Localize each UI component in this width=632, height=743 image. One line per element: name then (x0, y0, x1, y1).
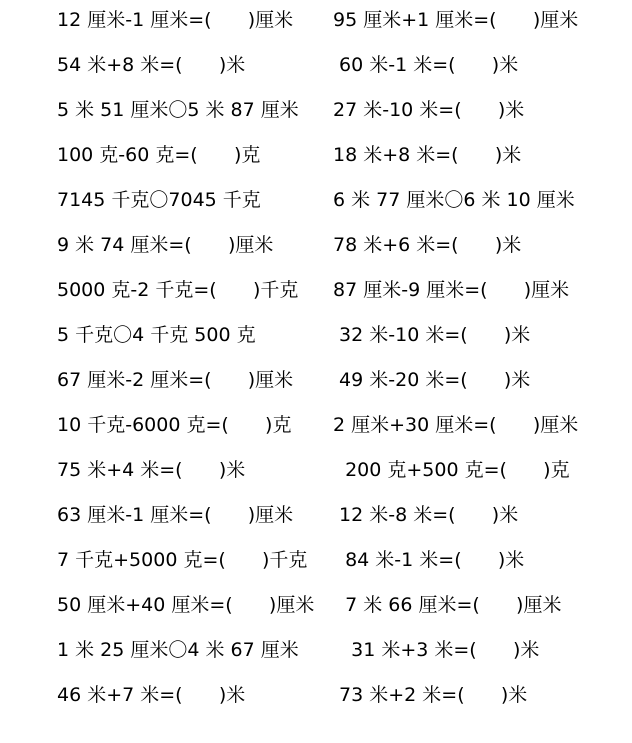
exercise-left: 7145 千克〇7045 千克 (57, 189, 261, 211)
exercise-row (0, 545, 632, 575)
exercise-left: 5 米 51 厘米〇5 米 87 厘米 (57, 99, 299, 121)
exercise-left: 67 厘米-2 厘米=( )厘米 (57, 369, 294, 391)
exercise-right: 32 米-10 米=( )米 (333, 324, 531, 346)
exercise-right: 18 米+8 米=( )米 (333, 144, 522, 166)
exercise-right: 49 米-20 米=( )米 (333, 369, 531, 391)
exercise-left: 1 米 25 厘米〇4 米 67 厘米 (57, 639, 299, 661)
exercise-right: 200 克+500 克=( )克 (333, 459, 570, 481)
exercise-row (0, 230, 632, 260)
exercise-row (0, 185, 632, 215)
exercise-right: 6 米 77 厘米〇6 米 10 厘米 (333, 189, 575, 211)
exercise-row (0, 590, 632, 620)
exercise-row (0, 320, 632, 350)
exercise-left: 10 千克-6000 克=( )克 (57, 414, 292, 436)
exercise-right: 73 米+2 米=( )米 (333, 684, 528, 706)
exercise-row (0, 95, 632, 125)
exercise-left: 50 厘米+40 厘米=( )厘米 (57, 594, 315, 616)
exercise-left: 46 米+7 米=( )米 (57, 684, 246, 706)
exercise-row (0, 365, 632, 395)
exercise-row (0, 140, 632, 170)
exercise-row (0, 50, 632, 80)
exercise-left: 9 米 74 厘米=( )厘米 (57, 234, 274, 256)
exercise-right: 95 厘米+1 厘米=( )厘米 (333, 9, 579, 31)
exercise-right: 84 米-1 米=( )米 (333, 549, 525, 571)
exercise-right: 60 米-1 米=( )米 (333, 54, 519, 76)
exercise-row (0, 680, 632, 710)
exercise-right: 27 米-10 米=( )米 (333, 99, 525, 121)
exercise-left: 54 米+8 米=( )米 (57, 54, 246, 76)
exercise-left: 12 厘米-1 厘米=( )厘米 (57, 9, 294, 31)
exercise-left: 5 千克〇4 千克 500 克 (57, 324, 256, 346)
exercise-right: 7 米 66 厘米=( )厘米 (333, 594, 562, 616)
exercise-right: 87 厘米-9 厘米=( )厘米 (333, 279, 570, 301)
exercise-left: 63 厘米-1 厘米=( )厘米 (57, 504, 294, 526)
exercise-right: 31 米+3 米=( )米 (333, 639, 540, 661)
exercise-left: 5000 克-2 千克=( )千克 (57, 279, 299, 301)
exercise-row (0, 410, 632, 440)
exercise-row (0, 455, 632, 485)
exercise-right: 2 厘米+30 厘米=( )厘米 (333, 414, 579, 436)
exercise-right: 12 米-8 米=( )米 (333, 504, 519, 526)
exercise-row (0, 275, 632, 305)
exercise-left: 75 米+4 米=( )米 (57, 459, 246, 481)
exercise-left: 7 千克+5000 克=( )千克 (57, 549, 308, 571)
exercise-right: 78 米+6 米=( )米 (333, 234, 522, 256)
exercise-row (0, 635, 632, 665)
exercise-row (0, 5, 632, 35)
exercise-row (0, 500, 632, 530)
exercise-left: 100 克-60 克=( )克 (57, 144, 261, 166)
